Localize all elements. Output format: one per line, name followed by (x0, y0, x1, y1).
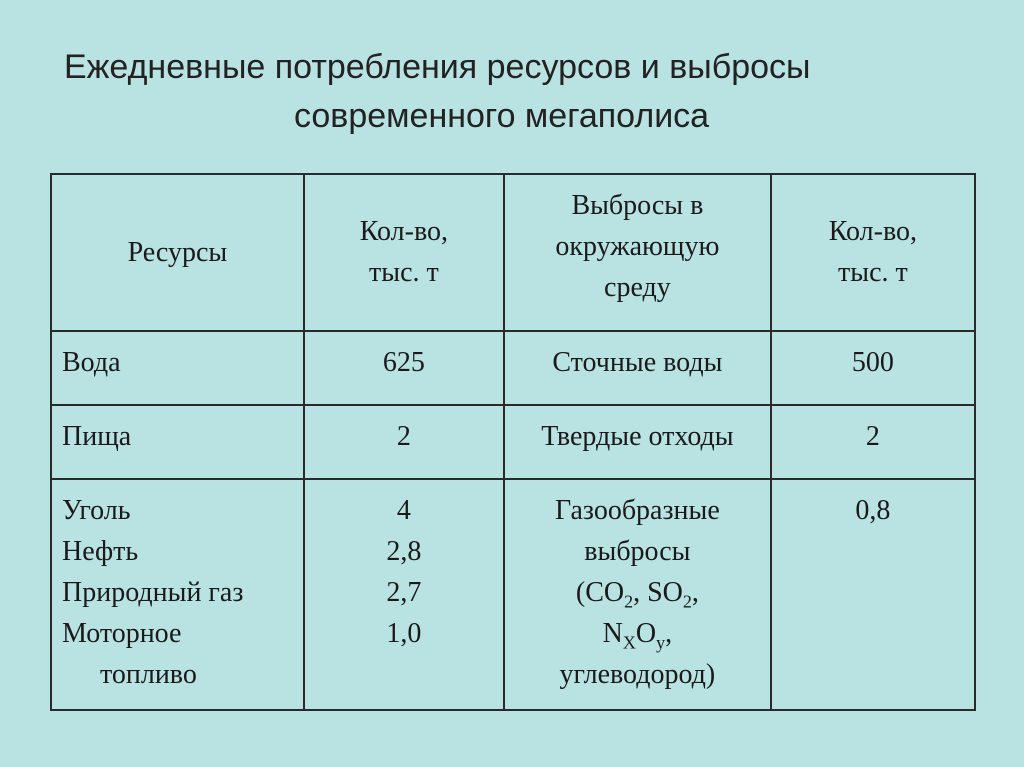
header-emissions-line-1: Выбросы в (571, 190, 704, 221)
cell-resource: Вода (51, 331, 304, 405)
table-row (51, 331, 975, 405)
title-line-1: Ежедневные потребления ресурсов и выбросы (64, 48, 811, 86)
gas-emissions-line-2: выбросы (584, 536, 691, 568)
header-resources-label: Ресурсы (127, 236, 228, 268)
header-amount-2-line-1: Кол-во, (828, 216, 918, 248)
header-amount-2 (771, 174, 975, 331)
cell-gas-emissions-amount: 0,8 (771, 479, 975, 710)
title-line-2: современного мегаполиса (294, 97, 710, 135)
header-emissions (504, 174, 771, 331)
gas-emissions-line-3: ($CO_2$, $SO_2$, (575, 577, 699, 612)
cell-gas-emissions (504, 479, 771, 710)
cell-emission: Сточные воды (504, 331, 771, 405)
cell-emission: Твердые отходы (504, 405, 771, 479)
cell-amount: 625 (304, 331, 504, 405)
cell-resource-list (51, 479, 304, 710)
table-row (51, 405, 975, 479)
cell-emission-amount: 2 (771, 405, 975, 479)
cell-emission-amount: 500 (771, 331, 975, 405)
table-row (51, 479, 975, 710)
amount-oil: 2,8 (386, 536, 422, 568)
gas-emissions-line-4: $N_XO_y$, (602, 618, 673, 653)
header-amount-2-line-2: тыс. т (838, 257, 908, 289)
amount-motor-fuel: 1,0 (386, 618, 422, 650)
resource-emissions-table (50, 173, 976, 711)
cell-amount: 2 (304, 405, 504, 479)
header-emissions-line-2: окружающую (555, 231, 720, 262)
resource-natural-gas: Природный газ (62, 577, 244, 609)
header-amount-1-line-1: Кол-во, (359, 216, 448, 248)
cell-resource: Пища (51, 405, 304, 479)
resource-coal: Уголь (62, 495, 131, 527)
resource-motor-fuel-line-1: Моторное (62, 618, 182, 650)
gas-emissions-line-1: Газообразные (555, 495, 720, 527)
cell-amount-list (304, 479, 504, 710)
gas-emissions-line-5: углеводород) (559, 659, 716, 691)
header-emissions-line-3: среду (604, 272, 671, 303)
header-resources (51, 174, 304, 331)
table-header-row (51, 174, 975, 331)
resource-oil: Нефть (62, 536, 139, 568)
amount-natural-gas: 2,7 (386, 577, 422, 609)
amount-coal: 4 (396, 495, 411, 527)
resource-motor-fuel-line-2: топливо (100, 659, 197, 691)
header-amount-1-line-2: тыс. т (369, 257, 439, 289)
header-amount-1 (304, 174, 504, 331)
